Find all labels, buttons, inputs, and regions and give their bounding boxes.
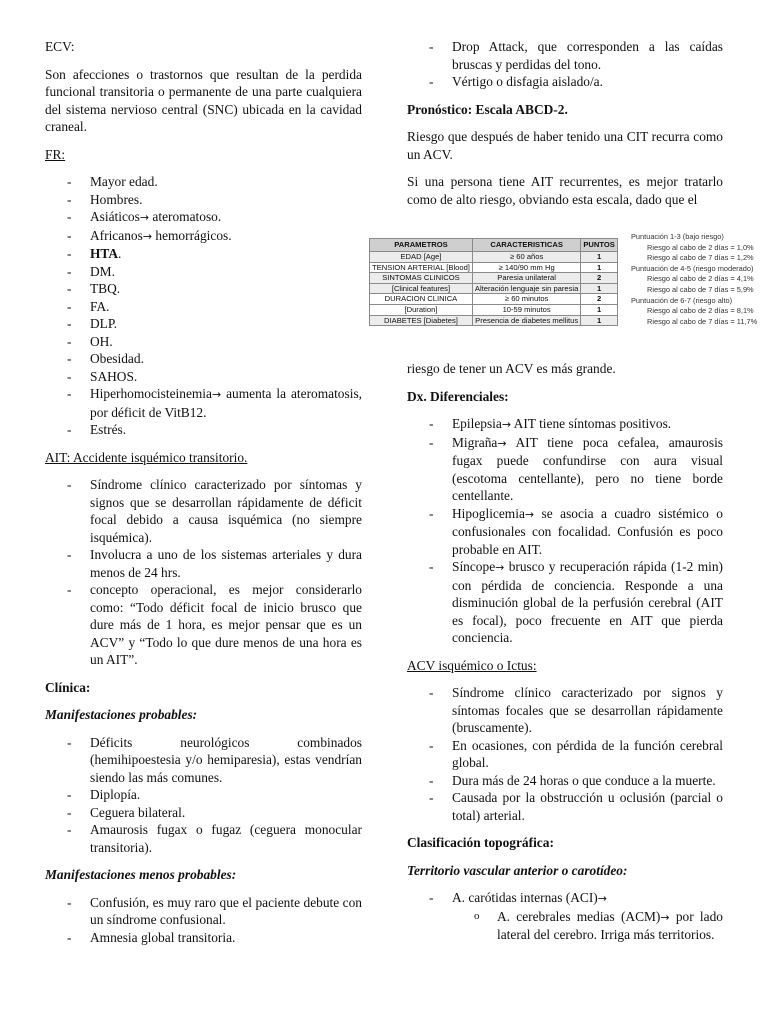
continued-list [407, 38, 723, 91]
list-item: - Diplopía. [45, 786, 362, 804]
list-item: - Amaurosis fugax o fugaz (ceguera monocular transitoria). [45, 821, 362, 856]
table-row [370, 262, 618, 273]
list-item: - Síndrome clínico caracterizado por síntomas y signos que se desarrollan rápidamente de déficit focal debido a causa isquémica (no siempre isquémica). [45, 476, 362, 546]
abcd2-figure [369, 232, 758, 354]
arrow-icon: → [660, 910, 670, 924]
list-item-text: se asocia a cuadro sistémico o confusionales con focalidad. Confusión es poco probable en AIT. [452, 505, 723, 557]
arrow-icon: → [524, 507, 535, 521]
table-row [370, 283, 618, 294]
manifestaciones-menos-probables-list [45, 894, 362, 947]
list-item-text: por lado lateral del cerebro. Irriga más territorios. [497, 908, 723, 942]
list-item: - Estrés. [45, 421, 362, 439]
score-risk-line: Riesgo al cabo de 7 días = 11,7% [647, 316, 758, 326]
table-cell: ≥ 60 minutos [472, 294, 580, 305]
list-item [407, 505, 723, 559]
list-item: - SAHOS. [45, 368, 362, 386]
list-item [407, 434, 723, 505]
pronostico-heading: Pronóstico: Escala ABCD-2. [407, 101, 568, 117]
table-header: CARACTERISTICAS [472, 239, 580, 252]
fr-list [45, 173, 362, 439]
score-risk-line: Riesgo al cabo de 2 días = 8,1% [647, 306, 754, 316]
list-item [45, 245, 362, 263]
list-item [45, 385, 362, 421]
intro-paragraph: Son afecciones o trastornos que resultan de la perdida funcional transitoria o permanente de una parte cualquiera del sistema nervioso central (SNC) ubicada en la cavidad craneal. [45, 66, 362, 134]
ait-heading: AIT: Accidente isquémico transitorio. [45, 449, 248, 465]
manifestaciones-menos-probables-heading: Manifestaciones menos probables: [45, 867, 237, 882]
score-group-label: Puntuación de 4-5 (riesgo moderado) [631, 263, 754, 273]
list-item: - Ceguera bilateral. [45, 804, 362, 822]
list-item [407, 415, 723, 434]
list-item: - Vértigo o disfagia aislado/a. [407, 73, 723, 91]
list-item: - Drop Attack, que corresponden a las caídas bruscas y perdidas del tono. [407, 38, 723, 73]
list-item-text: A. cerebrales medias (ACM) [497, 908, 661, 924]
ait-list [45, 476, 362, 669]
arrow-icon: → [497, 436, 507, 450]
list-item: - Amnesia global transitoria. [45, 929, 362, 947]
list-item: - DLP. [45, 315, 362, 333]
table-cell: EDAD [Age] [370, 252, 473, 263]
list-item-text: aumenta la ateromatosis, por déficit de VitB12. [90, 386, 362, 420]
list-item: - Causada por la obstrucción u oclusión (parcial o total) arterial. [407, 789, 723, 824]
list-item [45, 208, 362, 227]
table-cell: SINTOMAS CLINICOS [370, 273, 473, 284]
list-item-text: Africanos [90, 227, 143, 243]
arrow-icon: → [142, 229, 153, 243]
abcd2-risk-scores [631, 232, 758, 327]
list-item-text: brusco y recuperación rápida (1-2 min) con pérdida de conciencia. Responde a una disminución global de la perfusión cerebral (AIT es focal), poco frecuente en AIT que pierda conciencia. [452, 559, 723, 645]
manifestaciones-probables-heading: Manifestaciones probables: [45, 707, 198, 722]
arrow-icon: → [139, 211, 150, 224]
table-cell: TENSION ARTERIAL [Blood] [370, 262, 473, 273]
dx-heading: Dx. Diferenciales: [407, 388, 509, 404]
title-ecv: ECV: [45, 39, 75, 54]
score-risk-line: Riesgo al cabo de 2 días = 4,1% [647, 274, 754, 284]
table-header: PARAMETROS [370, 239, 473, 252]
table-cell: 1 [581, 304, 618, 315]
list-item: - En ocasiones, con pérdida de la función cerebral global. [407, 737, 723, 772]
table-cell: 2 [581, 273, 618, 284]
score-risk-line: Riesgo al cabo de 2 días = 1,0% [647, 242, 754, 252]
arrow-icon: → [211, 388, 222, 401]
arrow-icon: → [501, 418, 512, 431]
table-cell: Alteración lenguaje sin paresia [472, 283, 580, 294]
abcd2-table [369, 238, 618, 326]
table-header: PUNTOS [581, 239, 618, 252]
table-cell: ≥ 60 años [472, 252, 580, 263]
territorio-heading: Territorio vascular anterior o carotídeo: [407, 862, 628, 878]
list-item: - Confusión, es muy raro que el paciente debute con un síndrome confusional. [45, 894, 362, 929]
table-cell: ≥ 140/90 mm Hg [472, 262, 580, 273]
table-cell: 10-59 minutos [472, 304, 580, 315]
arrow-icon: → [495, 561, 505, 574]
list-item: - OH. [45, 333, 362, 351]
table-cell: [Duration] [370, 304, 473, 315]
table-cell: [Clinical features] [370, 283, 473, 294]
score-risk-line: Riesgo al cabo de 7 días = 1,2% [647, 253, 754, 263]
table-cell: 2 [581, 294, 618, 305]
list-item [407, 558, 723, 647]
list-item [407, 889, 723, 944]
list-item-text: . [118, 246, 122, 261]
right-column-bottom [407, 360, 723, 954]
table-row [370, 294, 618, 305]
sub-list-item [452, 908, 723, 944]
list-item-text: Asiáticos [90, 209, 140, 224]
list-item: - Obesidad. [45, 350, 362, 368]
list-item-text: Epilepsia [452, 416, 502, 431]
left-column [45, 38, 362, 956]
pronostico-paragraph-3: riesgo de tener un ACV es más grande. [407, 361, 616, 376]
list-item-text: AIT tiene síntomas positivos. [511, 416, 672, 431]
table-row [370, 315, 618, 326]
list-item: - Involucra a uno de los sistemas arteriales y dura menos de 24 hrs. [45, 546, 362, 581]
pronostico-paragraph-1: Riesgo que después de haber tenido una CIT recurra como un ACV. [407, 129, 723, 162]
list-item-text: HTA [90, 246, 119, 261]
acv-list [407, 684, 723, 824]
table-cell: Presencia de diabetes mellitus [472, 315, 580, 326]
list-item: - FA. [45, 298, 362, 316]
table-row [370, 252, 618, 263]
list-item: - Déficits neurológicos combinados (hemihipoestesia y/o hemiparesia), estas vendrían siendo las más comunes. [45, 734, 362, 787]
list-item-text: Migraña [452, 434, 498, 450]
list-item [45, 227, 362, 246]
list-item: - concepto operacional, es mejor considerarlo como: “Todo déficit focal de inicio brusco que dure más de 1 hora, es mejor pensar que es un ACV” y “Todo lo que dure menos de una hora es un AIT”. [45, 581, 362, 669]
table-cell: 1 [581, 315, 618, 326]
fr-heading: FR: [45, 146, 66, 162]
right-column-top [407, 38, 723, 218]
list-item: - Síndrome clínico caracterizado por signos y síntomas focales que se desarrollan rápidamente (bruscamente). [407, 684, 723, 737]
table-cell: DURACION CLINICA [370, 294, 473, 305]
clinica-heading: Clínica: [45, 679, 91, 695]
table-row [370, 273, 618, 284]
score-risk-line: Riesgo al cabo de 7 días = 5,9% [647, 284, 754, 294]
table-cell: 1 [581, 252, 618, 263]
acv-heading: ACV isquémico o Ictus: [407, 657, 537, 673]
dx-list [407, 415, 723, 647]
list-item: - Dura más de 24 horas o que conduce a la muerte. [407, 772, 723, 790]
table-cell: 1 [581, 262, 618, 273]
arrow-icon: → [597, 892, 607, 905]
score-group-label: Puntuación de 6-7 (riesgo alto) [631, 295, 733, 305]
list-item-text: Síncope [452, 559, 496, 574]
list-item: - Mayor edad. [45, 173, 362, 191]
list-item-text: Hipoglicemia [452, 505, 525, 521]
clasificacion-heading: Clasificación topográfica: [407, 835, 554, 850]
list-item-text: hemorrágicos. [152, 227, 232, 243]
list-item-text: AIT tiene poca cefalea, amaurosis fugax puede confundirse con aura visual (escotoma centellante), pero no tiene borde centellante. [452, 434, 723, 503]
manifestaciones-probables-list [45, 734, 362, 857]
table-header-row [370, 239, 618, 252]
list-item-text: ateromatoso. [149, 209, 222, 224]
list-item: - DM. [45, 263, 362, 281]
table-cell: DIABETES [Diabetes] [370, 315, 473, 326]
list-item-text: Hiperhomocisteinemia [90, 386, 212, 401]
list-item: - TBQ. [45, 280, 362, 298]
territorio-list [407, 889, 723, 944]
list-item-text: A. carótidas internas (ACI) [452, 890, 598, 905]
score-group-label: Puntuación 1-3 (bajo riesgo) [631, 232, 724, 241]
list-item: - Hombres. [45, 191, 362, 209]
table-cell: 1 [581, 283, 618, 294]
table-cell: Paresia unilateral [472, 273, 580, 284]
table-row [370, 304, 618, 315]
pronostico-paragraph-2: Si una persona tiene AIT recurrentes, es mejor tratarlo como de alto riesgo, obviando esta escala, dado que el [407, 174, 723, 207]
sub-list [452, 908, 723, 944]
